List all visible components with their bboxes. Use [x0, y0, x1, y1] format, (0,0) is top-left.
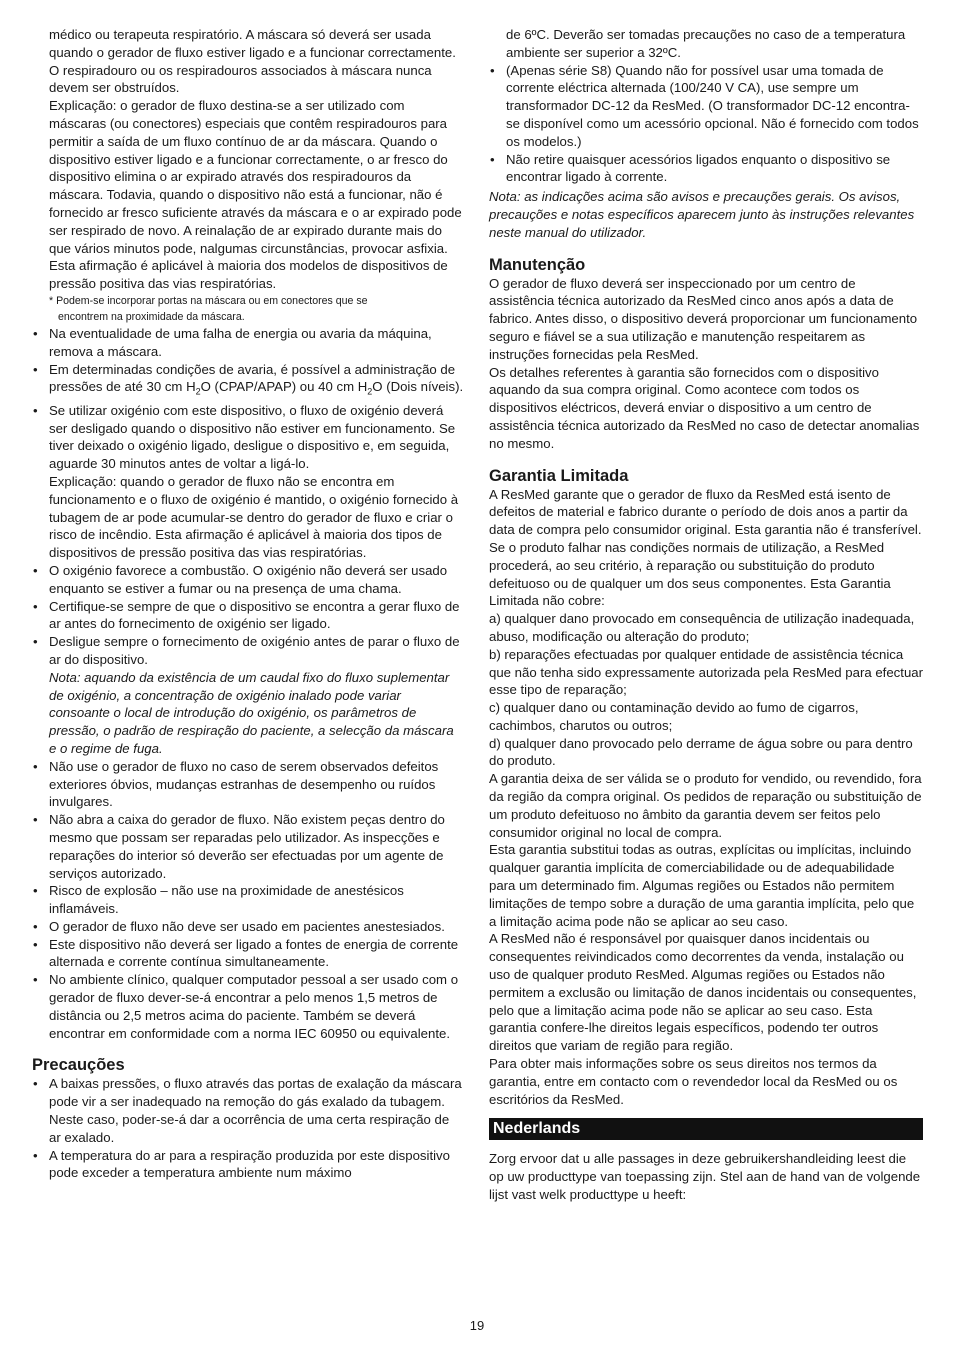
text-span: O [200, 379, 215, 395]
heading-manutencao: Manutenção [489, 255, 586, 274]
warnings-list [32, 325, 464, 1043]
list-item [489, 62, 923, 151]
paragraph: c) qualquer dano ou contaminação devido ao fumo de cigarros, cachimbos, charutos ou outros; [489, 700, 859, 733]
subscript: 2 [367, 386, 373, 397]
list-item: • Este dispositivo não deverá ser ligado a fontes de energia de corrente alternada e corrente contínua simultaneamente. [32, 936, 464, 972]
list-item: • O gerador de fluxo não deve ser usado em pacientes anestesiados. [32, 918, 464, 936]
list-item: • A temperatura do ar para a respiração produzida por este dispositivo pode exceder a temperatura ambiente num máximo [32, 1147, 464, 1183]
text-span: Quando não for possível usar uma tomada de corrente eléctrica alternada (100/240 V CA), use sempre um transformador DC-12 da ResMed. (O transformador DC-12 encontra-se disponível como um acessório opcional. Não é fornecido com todos os modelos.) [506, 62, 919, 149]
text-span: Desligue sempre o fornecimento de oxigénio antes de parar o fluxo de ar do dispositivo. [49, 634, 460, 667]
paragraph: A ResMed garante que o gerador de fluxo da ResMed está isento de defeitos de material e fabrico durante o período de dois anos a partir da data de compra pelo consumidor original. Esta garantia não é transferível. [489, 486, 922, 538]
precautions-list [32, 1075, 464, 1182]
paragraph-explanation-vents [32, 97, 464, 293]
paragraph: Os detalhes referentes à garantia são fornecidos com o dispositivo aquando da sua compra original. Como acontece com todos os dispositivos eléctricos, deverá enviar o dispositivo a um centro de assistência técnica autorizado da ResMed no caso de detectar anomalias no mesmo. [489, 364, 920, 451]
precautions-list-continued [489, 62, 923, 187]
paragraph-mask-usage: médico ou terapeuta respiratório. A máscara só deverá ser usada quando o gerador de fluxo estiver ligado e a funcionar correctamente. O respiradouro ou os respiradouros associados à máscara nunca devem ser obstruídos. [49, 27, 456, 96]
list-item: • Na eventualidade de uma falha de energia ou avaria da máquina, remova a máscara. [32, 325, 464, 361]
list-item: • Risco de explosão – não use na proximidade de anestésicos inflamáveis. [32, 882, 464, 918]
list-item [32, 402, 464, 562]
explanation-label: Explicação: [49, 473, 117, 489]
paragraph-nederlands: Zorg ervoor dat u alle passages in deze gebruikershandleiding leest die op uw producttype van toepassing zijn. Stel aan de hand van de volgende lijst vast welk producttype u heeft: [489, 1151, 921, 1203]
heading-nederlands: Nederlands [489, 1118, 923, 1140]
note-oxygen: Nota: aquando da existência de um caudal fixo do fluxo suplementar de oxigénio, a concentração de oxigénio inalado pode variar consoante o local de introdução do oxigénio, os parâmetros de pressão, o padrão de respiração do paciente, a selecção da máscara e o regime de fuga. [49, 669, 454, 756]
footnote-line-2: encontrem na proximidade da máscara. [58, 310, 245, 323]
text-span: ou 40 cm H [296, 379, 368, 395]
general-note [489, 188, 923, 241]
text-span: O [372, 379, 387, 395]
text-span: (CPAP/APAP) [214, 379, 297, 395]
footnote [32, 293, 464, 325]
list-item [32, 361, 464, 402]
text-span: (Dois níveis) [386, 379, 460, 395]
subscript: 2 [195, 386, 201, 397]
left-column [32, 26, 464, 1182]
text-span: . [459, 379, 464, 395]
explanation-label: Explicação: [49, 98, 117, 114]
paragraph: Para obter mais informações sobre os seus direitos nos termos da garantia, entre em contacto com o revendedor local da ResMed ou os escritórios da ResMed. [489, 1056, 898, 1107]
paragraph: Esta garantia substitui todas as outras, explícitas ou implícitas, incluindo qualquer garantia implícita de comerciabilidade ou de adequabilidade para um determinado fim. Algumas regiões ou Estados não permitem limitações de tempo sobre a duração de uma garantia implícita, pelo que a limitação acima pode não se aplicar ao seu caso. [489, 842, 915, 929]
page-number: 19 [469, 1318, 485, 1333]
text-span: Se utilizar oxigénio com este dispositivo, o fluxo de oxigénio deverá ser desligado quando o dispositivo não estiver em funcionamento. Se tiver deixado o oxigénio ligado, desligue o dispositivo e, em seguida, aguarde 30 minutos antes de voltar a ligá-lo. [49, 402, 456, 472]
list-item: • Não retire quaisquer acessórios ligados enquanto o dispositivo se encontrar ligado à corrente. [489, 151, 923, 187]
list-item: • Não abra a caixa do gerador de fluxo. Não existem peças dentro do mesmo que possam ser reparadas pelo utilizador. As inspecções e reparações do interior só deverão ser efectuadas por um agente de serviços autorizado. [32, 811, 464, 882]
paragraph: Se o produto falhar nas condições normais de utilização, a ResMed procederá, ao seu critério, à reparação ou substituição do produto defeituoso ou de qualquer um dos seus componentes. Esta Garantia Limitada não cobre: [489, 539, 891, 609]
right-column [489, 26, 923, 1204]
list-item: • A baixas pressões, o fluxo através das portas de exalação da máscara pode vir a ser inadequado na remoção do gás exalado da tubagem. Neste caso, poder-se-á dar a ocorrência de uma certa respiração de ar exalado. [32, 1075, 464, 1146]
list-item: • No ambiente clínico, qualquer computador pessoal a ser usado com o gerador de fluxo dever-se-á encontrar a pelo menos 1,5 metros de distância ou 2,5 metros acima do paciente. Também se deverá encontrar em conformidade com a norma IEC 60950 ou equivalente. [32, 971, 464, 1042]
list-item: • Não use o gerador de fluxo no caso de serem observados defeitos exteriores óbvios, mudanças estranhas de desempenho ou ruídos invulgares. [32, 758, 464, 811]
list-item: • O oxigénio favorece a combustão. O oxigénio não deverá ser usado enquanto se estiver a fumar ou na presença de uma chama. [32, 562, 464, 598]
text-span: Em determinadas condições de avaria, é possível a administração de pressões de até 30 cm H [49, 361, 456, 395]
series-label: (Apenas série S8) [506, 62, 612, 78]
heading-garantia-limitada: Garantia Limitada [489, 466, 629, 485]
paragraph: a) qualquer dano provocado em consequência de utilização inadequada, abuso, modificação ou alteração do produto; [489, 611, 915, 644]
list-item: • Certifique-se sempre de que o dispositivo se encontra a gerar fluxo de ar antes do fornecimento de oxigénio ser ligado. [32, 598, 464, 634]
paragraph: A garantia deixa de ser válida se o produto for vendido, ou revendido, fora da região da compra original. Os pedidos de reparação ou substituição de um produto defeituoso no âmbito da garantia devem ser feitos pelo consumidor original no local de compra. [489, 771, 922, 840]
heading-precaucoes: Precauções [32, 1056, 125, 1075]
paragraph-continuation: de 6ºC. Deverão ser tomadas precauções no caso de a temperatura ambiente ser superior a 32ºC. [506, 27, 906, 60]
note-label: Nota: [489, 189, 521, 205]
explanation-text: quando o gerador de fluxo não se encontra em funcionamento e o fluxo de oxigénio é mantido, o oxigénio fornecido à tubagem de ar pode acumular-se dentro do gerador de fluxo e criar o risco de incêndio. Esta afirmação é aplicável à maioria dos tipos de dispositivos de pressão positiva das vias respiratórias. [49, 473, 459, 561]
paragraph: b) reparações efectuadas por qualquer entidade de assistência técnica que não tenha sido expressamente autorizada pela ResMed para efectuar esse tipo de reparação; [489, 646, 924, 698]
paragraph: O gerador de fluxo deverá ser inspeccionado por um centro de assistência técnica autorizado da ResMed cinco anos após a data de fabrico. Antes disso, o dispositivo deverá proporcionar um funcionamento seguro e fiável se a sua utilização e manutenção respeitarem as instruções fornecidas pela ResMed. [489, 275, 918, 362]
paragraph: d) qualquer dano provocado pelo derrame de água sobre ou para dentro do produto. [489, 735, 913, 769]
list-item [32, 633, 464, 758]
explanation-text: o gerador de fluxo destina-se a ser utilizado com máscaras (ou conectores) especiais que contêm respiradouros para permitir a saída de um fluxo contínuo de ar da máscara. Quando o dispositivo estiver ligado e a funcionar correctamente, o ar fresco do dispositivo elimina o ar expirado através dos respiradouros da máscara. Todavia, quando o dispositivo não está a funcionar, não é fornecido ar fresco suficiente através da máscara e o ar expirado pode ser respirado de novo. A reinalação de ar expirado durante mais do que vários minutos pode, nalgumas circunstâncias, provocar asfixia. Esta afirmação é aplicável à maioria dos modelos de dispositivos de pressão positiva das vias respiratórias. [49, 98, 462, 292]
note-text: as indicações acima são avisos e precauções gerais. Os avisos, precauções e notas específicos aparecem junto às instruções relevantes neste manual do utilizador. [489, 189, 915, 240]
paragraph: A ResMed não é responsável por quaisquer danos incidentais ou consequentes reivindicados como decorrentes da venda, instalação ou uso de qualquer produto ResMed. Algumas regiões ou Estados não permitem a exclusão ou limitação de danos incidentais ou consequentes, pelo que a limitação acima pode não se aplicar ao seu caso. Esta garantia confere-lhe direitos legais específicos, podendo ter outros direitos que variam de região para região. [489, 931, 917, 1054]
footnote-line-1: * Podem-se incorporar portas na máscara ou em conectores que se [49, 294, 368, 307]
